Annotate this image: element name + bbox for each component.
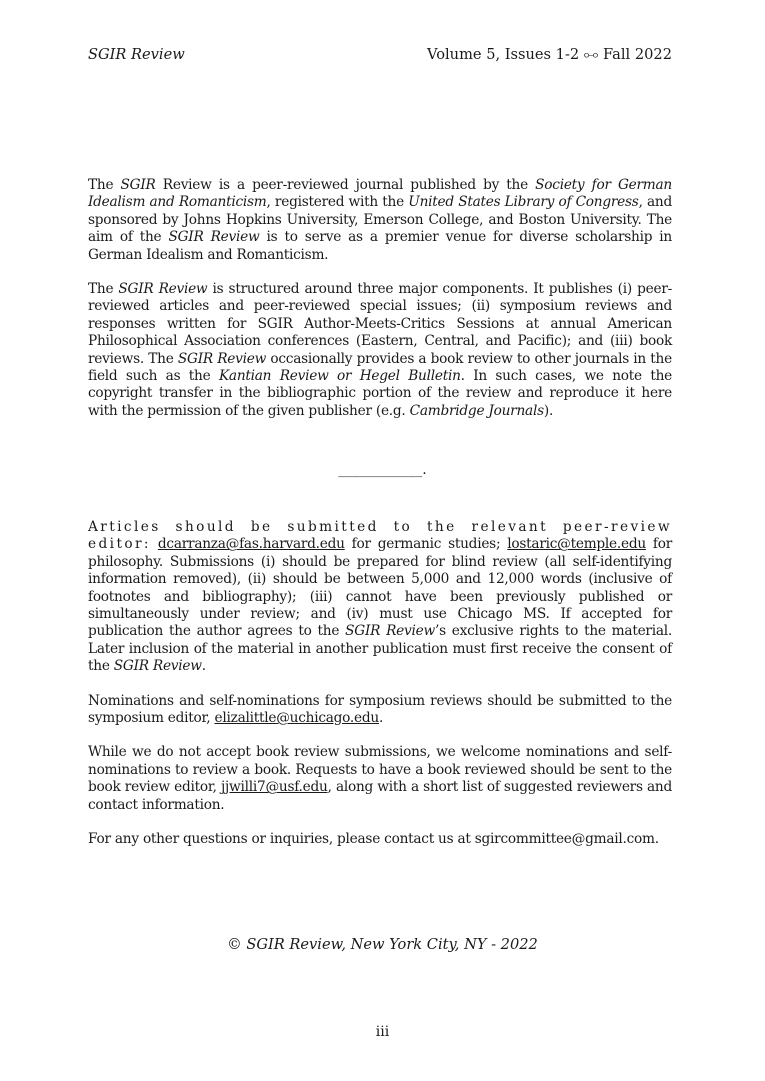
book-review-paragraph — [88, 744, 672, 814]
running-header — [88, 46, 672, 63]
description-paragraph — [88, 177, 672, 264]
text-run: For any other questions or inquiries, please contact us at sgircommittee@gmail.com. — [88, 831, 659, 848]
text-run: is structured around three major components. It publishes (i) peer-reviewed articles and peer-reviewed special issues; (ii) symposium reviews and responses written for SGIR Author-Meets-Critics Sessions at annual American Philosophical Association conferences (Eastern, Central, and Pacific); and (iii) book reviews. The — [88, 281, 672, 367]
text-run: , registered with the — [266, 194, 409, 211]
text-run: ’s exclusive rights to the material. Later inclusion of the material in another publication must first receive the consent of the — [88, 623, 672, 675]
italic-run: SGIR Review — [177, 350, 267, 367]
italic-run: SGIR Review — [113, 658, 202, 675]
text-run: . In such cases, we note the copyright transfer in the bibliographic portion of the review and reproduce it here with the permission of the given publisher (e.g. — [88, 368, 672, 419]
section-separator: ____________. — [338, 462, 427, 478]
submission-guidelines — [88, 519, 672, 849]
italic-run: SGIR Review — [118, 281, 208, 298]
text-run: is to serve as a premier venue for diverse scholarship in German Idealism and Romanticism. — [88, 229, 672, 263]
text-run: While we do not accept book review submissions, we welcome nominations and self-nominations to review a book. Requests to have a book reviewed should be sent to the book review editor, — [88, 744, 672, 796]
italic-run: SGIR — [120, 177, 156, 193]
articles-paragraph — [88, 519, 672, 676]
germanic-editor-email-link[interactable]: dcarranza@fas.harvard.edu — [157, 536, 345, 553]
text-run: Review is a peer-reviewed journal published by the — [155, 177, 536, 193]
structure-paragraph — [88, 281, 672, 420]
text-run: , along with a short list of suggested reviewers and contact information. — [88, 779, 672, 813]
journal-title: SGIR Review — [88, 46, 185, 63]
text-run: The — [88, 177, 121, 193]
italic-run: Society for German Idealism and Romanticism — [88, 177, 672, 211]
text-run: Nominations and self-nominations for symposium reviews should be submitted to the symposium editor, — [88, 692, 672, 727]
text-run: occasionally provides a book review to other journals in the field such as the — [88, 350, 672, 385]
journal-description — [88, 177, 672, 420]
symposium-paragraph — [88, 693, 672, 728]
book-review-editor-email-link[interactable]: jjwilli7@usf.edu — [221, 779, 328, 796]
text-run: for germanic studies; — [344, 536, 508, 553]
italic-run: Cambridge Journals — [409, 402, 544, 419]
text-run: , and sponsored by Johns Hopkins University, Emerson College, and Boston University. The aim of the — [88, 194, 672, 246]
text-run: Articles should be submitted to the relevant peer-review editor: — [88, 519, 672, 553]
text-run: The — [88, 281, 119, 298]
italic-run: United States Library of Congress — [408, 194, 639, 211]
text-run: . — [378, 710, 384, 727]
italic-run: SGIR Review — [345, 623, 435, 640]
page-number: iii — [375, 1024, 390, 1040]
text-run: . — [201, 658, 206, 675]
text-run: ). — [543, 402, 554, 419]
volume-issue-season: Volume 5, Issues 1-2 ⧟ Fall 2022 — [427, 46, 672, 63]
symposium-editor-email-link[interactable]: elizalittle@uchicago.edu — [214, 710, 379, 727]
italic-run: Kantian Review or Hegel Bulletin — [218, 368, 461, 385]
contact-paragraph — [88, 831, 672, 848]
text-run: for philosophy. Submissions (i) should be prepared for blind review (all self-identifying information removed), (ii) should be between 5,000 and 12,000 words (inclusive of footnotes and bibliography); (iii) cannot have been previously published or simultaneously under review; and (iv) must use Chicago MS. If accepted for publication the author agrees to the — [88, 536, 673, 640]
copyright-colophon: © SGIR Review, New York City, NY - 2022 — [227, 936, 538, 953]
philosophy-editor-email-link[interactable]: lostaric@temple.edu — [507, 536, 646, 553]
italic-run: SGIR Review — [168, 229, 260, 246]
